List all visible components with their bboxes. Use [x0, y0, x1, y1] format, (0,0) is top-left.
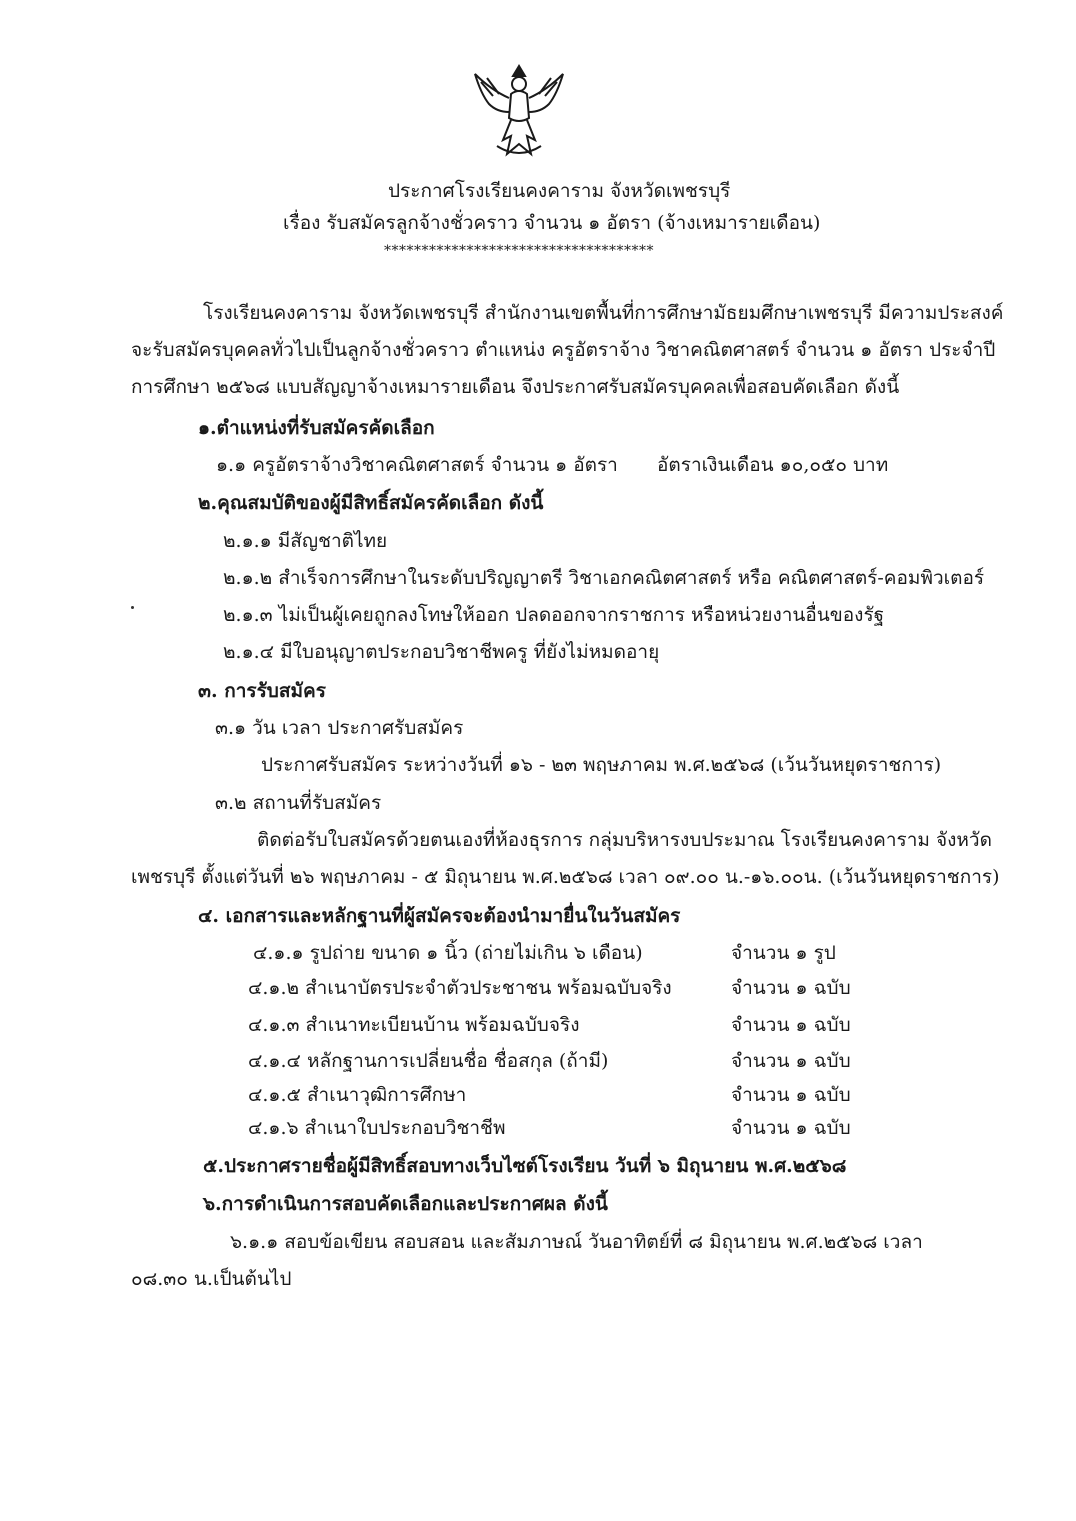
title-divider: ************************************: [384, 243, 654, 259]
document-item-label: ๔.๑.๒ สำเนาบัตรประจำตัวประชาชน พร้อมฉบับจริง: [248, 977, 672, 999]
document-subject: เรื่อง รับสมัครลูกจ้างชั่วคราว จำนวน ๑ อัตรา (จ้างเหมารายเดือน): [283, 212, 821, 234]
intro-line: การศึกษา ๒๕๖๘ แบบสัญญาจ้างเหมารายเดือน จึงประกาศรับสมัครบุคคลเพื่อสอบคัดเลือก ดังนี้: [131, 376, 900, 398]
section2-heading: ๒.คุณสมบัติของผู้มีสิทธิ์สมัครคัดเลือก ดังนี้: [198, 492, 544, 514]
document-item-qty: จำนวน ๑ ฉบับ: [731, 977, 851, 999]
intro-line: จะรับสมัครบุคคลทั่วไปเป็นลูกจ้างชั่วคราว ตำแหน่ง ครูอัตราจ้าง วิชาคณิตศาสตร์ จำนวน ๑ อัตรา ประจำปี: [131, 339, 996, 361]
section4-heading: ๔. เอกสารและหลักฐานที่ผู้สมัครจะต้องนำมายื่นในวันสมัคร: [198, 905, 681, 927]
section1-item: ๑.๑ ครูอัตราจ้างวิชาคณิตศาสตร์ จำนวน ๑ อัตรา: [216, 454, 618, 476]
intro-line: โรงเรียนคงคาราม จังหวัดเพชรบุรี สำนักงานเขตพื้นที่การศึกษามัธยมศึกษาเพชรบุรี มีความประสงค์: [203, 302, 1004, 324]
document-item-label: ๔.๑.๑ รูปถ่าย ขนาด ๑ นิ้ว (ถ่ายไม่เกิน ๖ เดือน): [253, 942, 643, 964]
section3-sub2-text: ติดต่อรับใบสมัครด้วยตนเองที่ห้องธุรการ กลุ่มบริหารงบประมาณ โรงเรียนคงคาราม จังหวัด: [257, 829, 992, 851]
qualification-item: ๒.๑.๒ สำเร็จการศึกษาในระดับปริญญาตรี วิชาเอกคณิตศาสตร์ หรือ คณิตศาสตร์-คอมพิวเตอร์: [223, 567, 985, 589]
section6-heading: ๖.การดำเนินการสอบคัดเลือกและประกาศผล ดังนี้: [203, 1193, 608, 1215]
section3-sub2: ๓.๒ สถานที่รับสมัคร: [215, 792, 382, 814]
document-item-label: ๔.๑.๖ สำเนาใบประกอบวิชาชีพ: [248, 1117, 506, 1139]
section3-sub1: ๓.๑ วัน เวลา ประกาศรับสมัคร: [215, 717, 464, 739]
section6-item: ๐๘.๓๐ น.เป็นต้นไป: [131, 1268, 292, 1290]
scan-speck: [131, 606, 134, 609]
section6-item: ๖.๑.๑ สอบข้อเขียน สอบสอน และสัมภาษณ์ วันอาทิตย์ที่ ๘ มิถุนายน พ.ศ.๒๕๖๘ เวลา: [230, 1231, 923, 1253]
section1-heading: ๑.ตำแหน่งที่รับสมัครคัดเลือก: [198, 417, 435, 439]
section5-heading: ๕.ประกาศรายชื่อผู้มีสิทธิ์สอบทางเว็บไซต์โรงเรียน วันที่ ๖ มิถุนายน พ.ศ.๒๕๖๘: [203, 1155, 847, 1177]
document-item-qty: จำนวน ๑ ฉบับ: [731, 1050, 851, 1072]
document-item-label: ๔.๑.๕ สำเนาวุฒิการศึกษา: [248, 1084, 467, 1106]
qualification-item: ๒.๑.๓ ไม่เป็นผู้เคยถูกลงโทษให้ออก ปลดออกจากราชการ หรือหน่วยงานอื่นของรัฐ: [223, 604, 885, 626]
document-item-qty: จำนวน ๑ ฉบับ: [731, 1117, 851, 1139]
section3-sub2-text: เพชรบุรี ตั้งแต่วันที่ ๒๖ พฤษภาคม - ๕ มิถุนายน พ.ศ.๒๕๖๘ เวลา ๐๙.๐๐ น.-๑๖.๐๐น. (เว้นวันหยุดราชการ): [131, 866, 1000, 888]
qualification-item: ๒.๑.๑ มีสัญชาติไทย: [223, 530, 388, 552]
document-item-qty: จำนวน ๑ ฉบับ: [731, 1084, 851, 1106]
document-item-label: ๔.๑.๔ หลักฐานการเปลี่ยนชื่อ ชื่อสกุล (ถ้ามี): [248, 1050, 609, 1072]
section3-sub1-text: ประกาศรับสมัคร ระหว่างวันที่ ๑๖ - ๒๓ พฤษภาคม พ.ศ.๒๕๖๘ (เว้นวันหยุดราชการ): [261, 754, 942, 776]
document-item-qty: จำนวน ๑ ฉบับ: [731, 1014, 851, 1036]
document-title: ประกาศโรงเรียนคงคาราม จังหวัดเพชรบุรี: [388, 180, 731, 202]
section1-salary: อัตราเงินเดือน ๑๐,๐๕๐ บาท: [657, 454, 889, 476]
document-item-label: ๔.๑.๓ สำเนาทะเบียนบ้าน พร้อมฉบับจริง: [248, 1014, 580, 1036]
section3-heading: ๓. การรับสมัคร: [198, 680, 326, 702]
qualification-item: ๒.๑.๔ มีใบอนุญาตประกอบวิชาชีพครู ที่ยังไม่หมดอายุ: [223, 641, 660, 663]
garuda-emblem-icon: [467, 60, 571, 164]
document-item-qty: จำนวน ๑ รูป: [731, 942, 836, 964]
